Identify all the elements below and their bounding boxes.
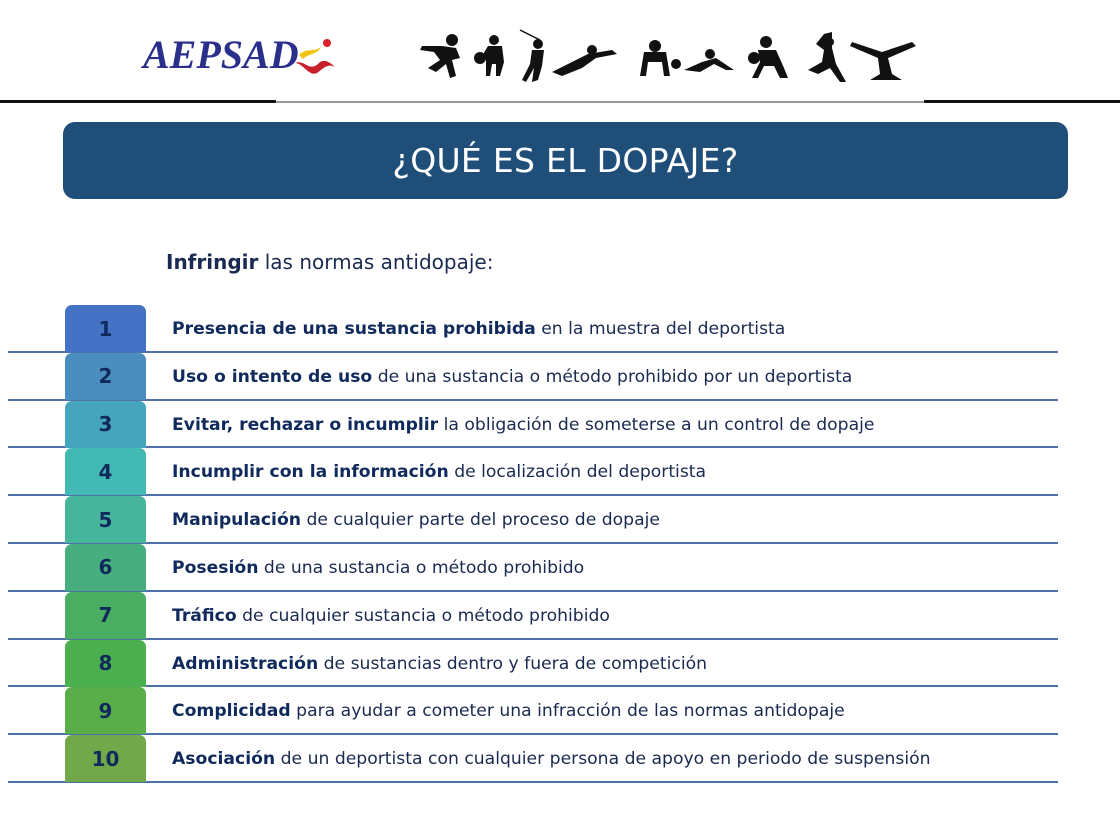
rule-text	[172, 510, 660, 530]
list-item	[0, 448, 1120, 496]
rule-bold-text: Asociación	[172, 749, 276, 770]
rule-bold-text: Tráfico	[172, 605, 237, 626]
row-divider	[8, 494, 1058, 496]
page-title: ¿QUÉ ES EL DOPAJE?	[392, 141, 739, 180]
rule-rest-text: la obligación de someterse a un control de dopaje	[438, 414, 875, 435]
dancer-icon	[808, 32, 846, 82]
rule-number-badge: 4	[65, 448, 146, 495]
volleyball-player-icon	[671, 49, 734, 72]
list-item	[0, 401, 1120, 449]
rule-text	[172, 749, 931, 769]
title-banner	[63, 122, 1068, 199]
list-item	[0, 353, 1120, 401]
row-divider	[8, 446, 1058, 448]
rule-number-badge: 6	[65, 544, 146, 591]
rule-text	[172, 462, 706, 482]
list-item	[0, 687, 1120, 735]
header-rule-left	[0, 100, 276, 103]
tennis-player-icon	[474, 35, 504, 76]
basketball-player-icon	[748, 36, 788, 78]
rule-bold-text: Evitar, rechazar o incumplir	[172, 414, 439, 435]
rule-bold-text: Manipulación	[172, 510, 301, 531]
list-item	[0, 640, 1120, 688]
row-divider	[8, 638, 1058, 640]
rule-bold-text: Incumplir con la información	[172, 462, 449, 483]
rule-text	[172, 654, 707, 674]
row-divider	[8, 542, 1058, 544]
rule-text	[172, 319, 785, 339]
rule-text	[172, 558, 584, 578]
rule-bold-text: Complicidad	[172, 701, 291, 722]
gymnast-handstand-icon	[850, 42, 916, 80]
rule-number-badge: 2	[65, 353, 146, 400]
rule-rest-text: de un deportista con cualquier persona de apoyo en periodo de suspensión	[275, 749, 931, 770]
rule-number-badge: 7	[65, 592, 146, 639]
rule-text	[172, 606, 610, 626]
row-divider	[8, 399, 1058, 401]
rule-rest-text: para ayudar a cometer una infracción de las normas antidopaje	[290, 701, 845, 722]
rules-list	[0, 305, 1120, 783]
athlete-silhouettes	[412, 28, 1002, 86]
rule-text	[172, 701, 845, 721]
rule-bold-text: Presencia de una sustancia prohibida	[172, 319, 536, 339]
intro-rest: las normas antidopaje:	[258, 250, 494, 274]
row-divider	[8, 685, 1058, 687]
rule-bold-text: Administración	[172, 653, 319, 674]
logo-text: AEPSAD	[143, 32, 299, 77]
rule-rest-text: de localización del deportista	[448, 462, 707, 483]
intro-bold: Infringir	[166, 250, 259, 274]
list-item	[0, 496, 1120, 544]
rule-number-badge: 8	[65, 640, 146, 687]
row-divider	[8, 733, 1058, 735]
rule-rest-text: en la muestra del deportista	[535, 319, 786, 339]
aepsad-logo	[143, 30, 337, 80]
header-rule-right	[924, 100, 1120, 103]
row-divider	[8, 590, 1058, 592]
rule-rest-text: de cualquier sustancia o método prohibido	[236, 605, 610, 626]
list-item	[0, 735, 1120, 783]
diving-swimmer-icon	[552, 45, 617, 76]
sprinter-icon	[420, 34, 460, 78]
rule-rest-text: de cualquier parte del proceso de dopaje	[300, 510, 660, 531]
rule-number-badge: 10	[65, 735, 146, 782]
rule-text	[172, 367, 852, 387]
list-item	[0, 592, 1120, 640]
list-item	[0, 305, 1120, 353]
rule-bold-text: Uso o intento de uso	[172, 366, 373, 387]
row-divider	[8, 781, 1058, 783]
rule-rest-text: de una sustancia o método prohibido por un deportista	[372, 366, 853, 387]
row-divider	[8, 351, 1058, 353]
intro-text	[166, 250, 493, 274]
rule-number-badge: 3	[65, 401, 146, 448]
list-item	[0, 544, 1120, 592]
rule-bold-text: Posesión	[172, 557, 259, 578]
header-rule-middle	[276, 101, 924, 103]
rule-number-badge: 5	[65, 496, 146, 543]
rule-number-badge: 9	[65, 687, 146, 734]
rule-text	[172, 415, 874, 435]
golfer-icon	[520, 30, 544, 82]
rule-number-badge: 1	[65, 305, 146, 352]
rule-rest-text: de una sustancia o método prohibido	[258, 557, 585, 578]
runner-swoosh-icon	[293, 33, 337, 77]
crouching-athlete-icon	[640, 40, 670, 76]
rule-rest-text: de sustancias dentro y fuera de competición	[318, 653, 708, 674]
